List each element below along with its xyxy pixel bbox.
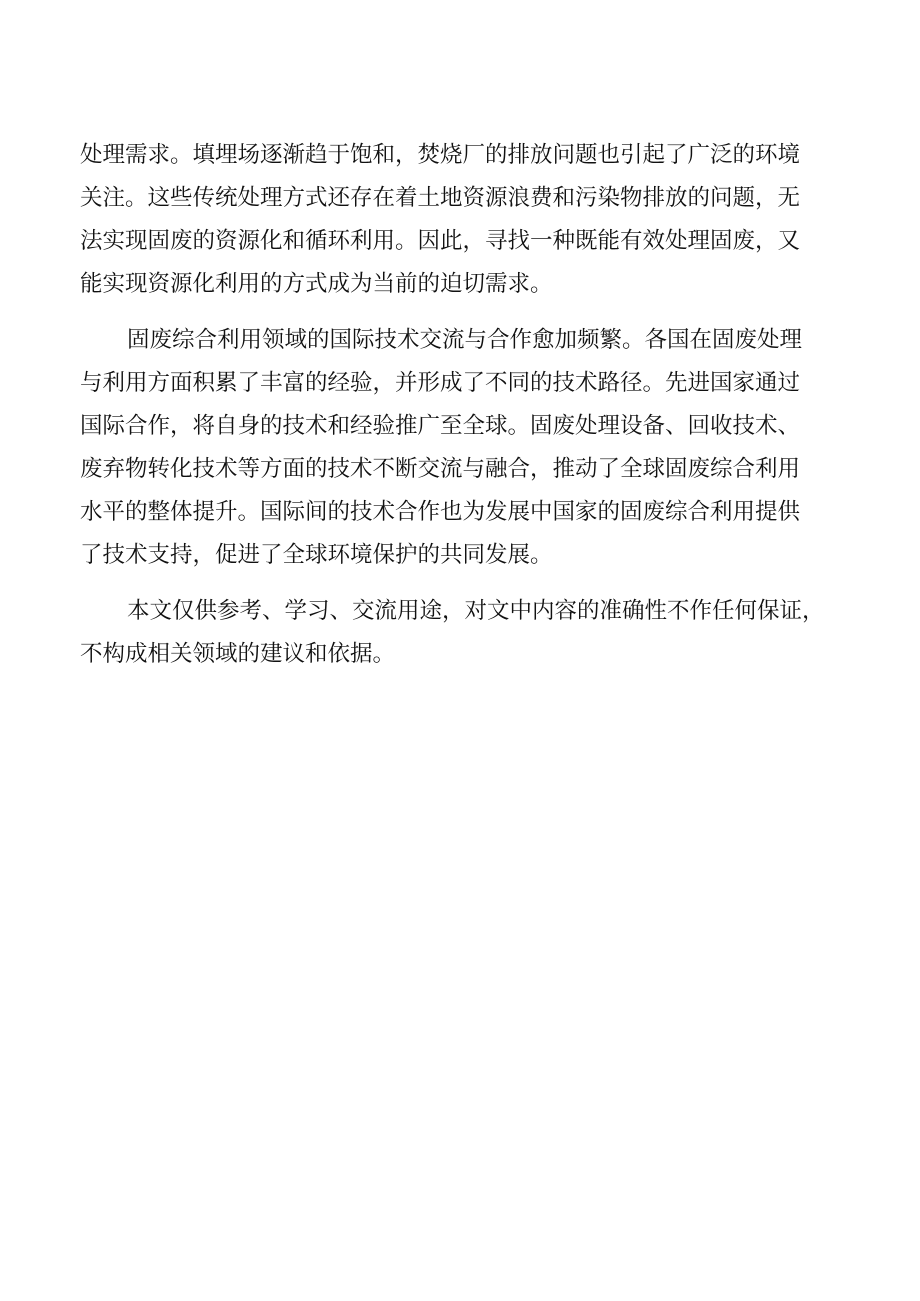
paragraph-international-cooperation bbox=[80, 319, 840, 577]
paragraph-line: 法实现固废的资源化和循环利用。因此，寻找一种既能有效处理固废，又 bbox=[80, 228, 801, 254]
paragraph-line: 不构成相关领域的建议和依据。 bbox=[80, 641, 396, 667]
paragraph-line: 本文仅供参考、学习、交流用途，对文中内容的准确性不作任何保证， bbox=[127, 598, 825, 624]
paragraph-line: 废弃物转化技术等方面的技术不断交流与融合，推动了全球固废综合利用 bbox=[80, 456, 801, 482]
paragraph-line: 与利用方面积累了丰富的经验，并形成了不同的技术路径。先进国家通过 bbox=[80, 370, 801, 396]
paragraph-spacer bbox=[80, 577, 840, 590]
paragraph-spacer bbox=[80, 306, 840, 319]
paragraph-line: 了技术支持，促进了全球环境保护的共同发展。 bbox=[80, 542, 553, 568]
paragraph-line: 关注。这些传统处理方式还存在着土地资源浪费和污染物排放的问题，无 bbox=[80, 185, 801, 211]
paragraph-line: 能实现资源化利用的方式成为当前的迫切需求。 bbox=[80, 271, 553, 297]
paragraph-line: 水平的整体提升。国际间的技术合作也为发展中国家的固废综合利用提供 bbox=[80, 499, 801, 525]
paragraph-line: 处理需求。填埋场逐渐趋于饱和，焚烧厂的排放问题也引起了广泛的环境 bbox=[80, 142, 801, 168]
paragraph-disclaimer bbox=[80, 590, 840, 676]
paragraph-line: 国际合作，将自身的技术和经验推广至全球。固废处理设备、回收技术、 bbox=[80, 413, 801, 439]
document-body bbox=[80, 134, 840, 676]
paragraph-continuation bbox=[80, 134, 840, 306]
paragraph-line: 固废综合利用领域的国际技术交流与合作愈加频繁。各国在固废处理 bbox=[127, 327, 803, 353]
